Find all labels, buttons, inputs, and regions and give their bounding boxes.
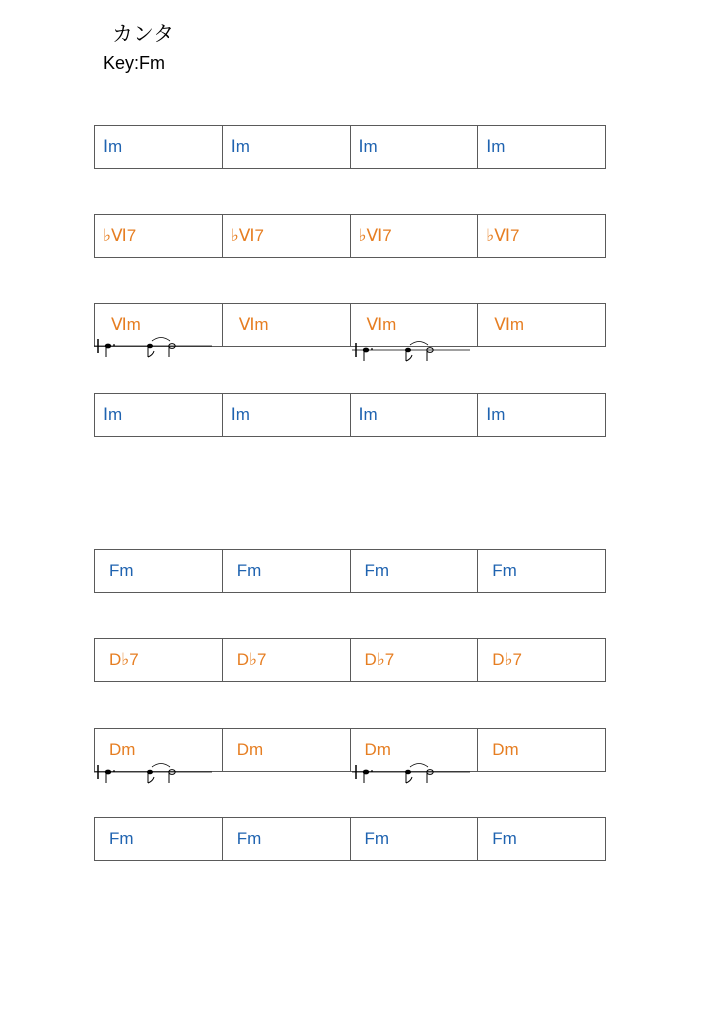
chord-cell: D♭7 (223, 639, 351, 681)
chord-cell: Fm (223, 818, 351, 860)
chord-cell: Fm (351, 550, 479, 592)
chord-cell: Fm (95, 550, 223, 592)
chord-row-2 (94, 214, 606, 258)
chord-cell: Ⅰm (486, 405, 506, 424)
song-title: カンタ (112, 23, 175, 46)
chord-cell: Fm (492, 561, 517, 580)
chord-row-8 (94, 817, 606, 861)
chord-cell: Ⅰm (223, 394, 351, 436)
chord-cell: Dm (95, 729, 223, 771)
chord-cell: ♭Ⅵ7 (223, 215, 351, 257)
rhythm-notation-icon (94, 759, 214, 789)
chord-cell: D♭7 (492, 650, 522, 669)
chord-cell: Ⅰm (95, 126, 223, 168)
chord-cell: Dm (223, 729, 351, 771)
chord-cell: Fm (95, 818, 223, 860)
chord-row-1 (94, 125, 606, 169)
chord-cell: Ⅵm (494, 315, 525, 334)
chord-row-4 (94, 393, 606, 437)
chord-cell: D♭7 (95, 639, 223, 681)
chord-cell: D♭7 (351, 639, 479, 681)
chord-cell: Ⅵm (95, 304, 223, 346)
chord-cell: Ⅰm (351, 394, 479, 436)
chord-cell: Ⅰm (95, 394, 223, 436)
chord-cell: Fm (492, 829, 517, 848)
chord-cell: Ⅵm (223, 304, 351, 346)
chord-cell: Ⅵm (351, 304, 479, 346)
rhythm-notation-icon (352, 759, 472, 789)
chord-cell: ♭Ⅵ7 (95, 215, 223, 257)
chord-cell: Fm (351, 818, 479, 860)
chord-cell: Dm (351, 729, 479, 771)
chord-cell: ♭Ⅵ7 (486, 226, 520, 245)
rhythm-notation-icon (352, 337, 472, 367)
chord-cell: Ⅰm (223, 126, 351, 168)
chord-cell: Ⅰm (486, 137, 506, 156)
chord-row-6 (94, 638, 606, 682)
chord-cell: ♭Ⅵ7 (351, 215, 479, 257)
rhythm-notation-icon (94, 333, 214, 363)
song-key: Key:Fm (103, 53, 166, 73)
chord-cell: Ⅰm (351, 126, 479, 168)
chord-cell: Dm (492, 740, 519, 759)
chord-cell: Fm (223, 550, 351, 592)
chord-row-5 (94, 549, 606, 593)
